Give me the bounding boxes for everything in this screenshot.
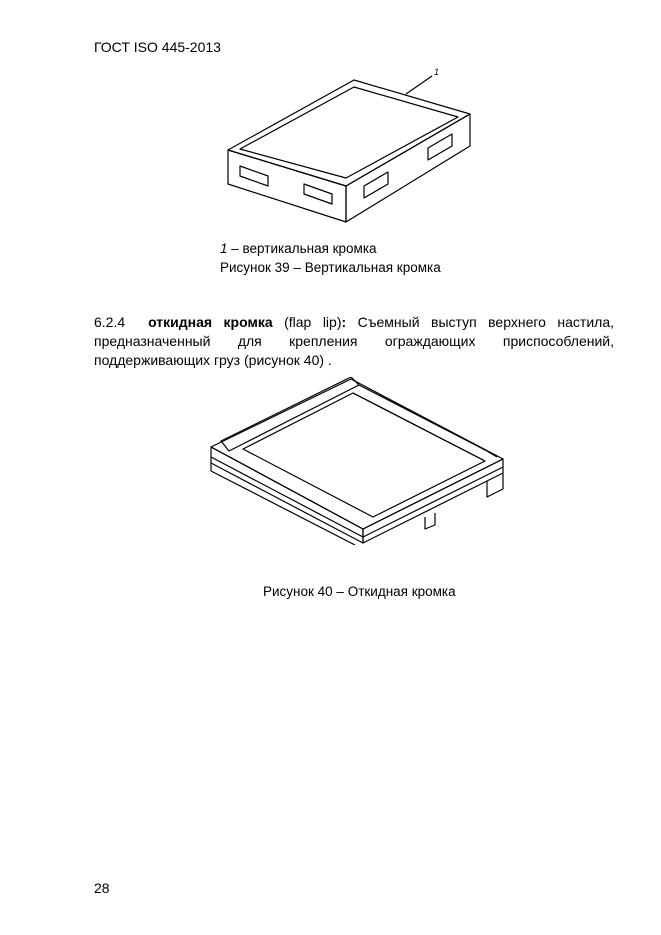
pallet-opening-1 (240, 166, 268, 186)
paragraph-line-1: 6.2.4 откидная кромка (flap lip): Съемный выступ верхнего настила, (94, 314, 615, 330)
deck-side-layer-1 (363, 459, 503, 543)
legend-number: 1 (220, 241, 228, 256)
figure-40-drawing (207, 377, 513, 545)
deck-top (211, 379, 503, 529)
figure-39-legend (220, 239, 441, 258)
page-number: 28 (94, 880, 110, 896)
figure-39-drawing (224, 66, 484, 228)
pallet-opening-4 (428, 134, 452, 160)
pallet-opening-3 (364, 172, 388, 198)
figure-40-caption: Рисунок 40 – Откидная кромка (263, 584, 456, 599)
figure-39-caption-block (220, 239, 441, 277)
deck-layer-line-3 (211, 471, 355, 545)
deck-layer-line-1 (211, 457, 363, 537)
callout-number: 1 (434, 67, 440, 77)
paragraph-line-2: предназначенный для крепления ограждающих приспособлений, (94, 333, 614, 349)
term-english: (flap lip) (284, 314, 342, 330)
document-header: ГОСТ ISO 445-2013 (94, 39, 221, 55)
paragraph-line-3: поддерживающих груз (рисунок 40) . (94, 352, 332, 368)
deck-layer-line-2 (363, 467, 503, 537)
term: откидная кромка (148, 314, 273, 330)
deck-front-layer-1 (211, 447, 363, 543)
callout-leader (406, 76, 432, 94)
pallet-opening-2 (304, 184, 332, 204)
pallet-front-face (228, 150, 346, 222)
flap-lip-left (221, 377, 359, 451)
definition-paragraph (94, 313, 614, 370)
clause-number: 6.2.4 (94, 314, 126, 330)
definition-start: Съемный выступ верхнего настила, (357, 314, 615, 330)
flap-lip-back (359, 385, 497, 457)
figure-39-caption: Рисунок 39 – Вертикальная кромка (220, 260, 441, 275)
pallet-block-2 (425, 513, 435, 529)
pallet-top-outer (228, 80, 470, 186)
legend-text: – вертикальная кромка (227, 241, 377, 256)
deck-inner-shadow (353, 393, 485, 461)
